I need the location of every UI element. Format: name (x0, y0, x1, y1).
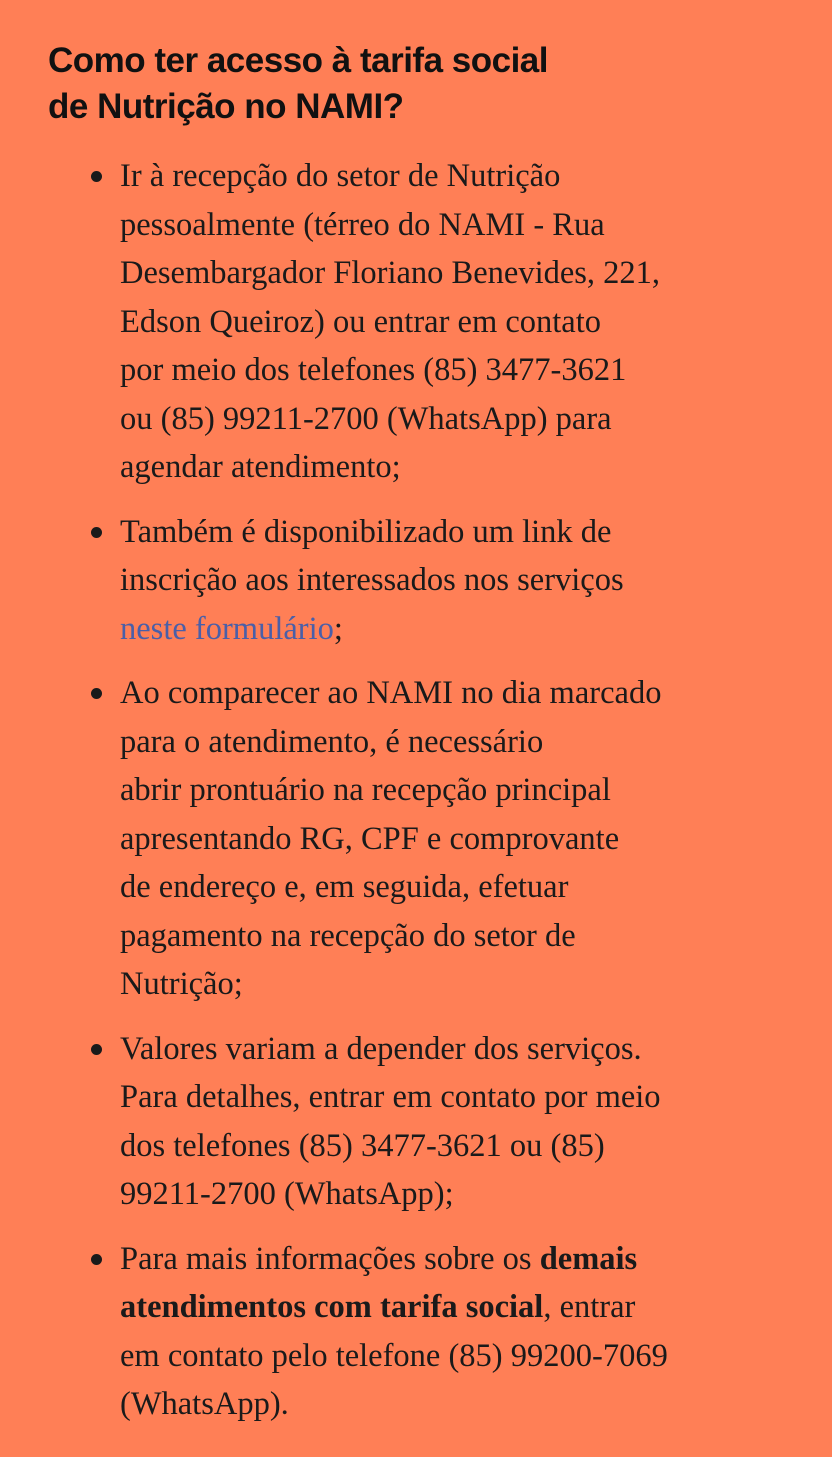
item-text-line: apresentando RG, CPF e comprovante (120, 820, 620, 857)
bold-text-demais: demais (539, 1240, 638, 1277)
item-text-line: Ir à recepção do setor de Nutrição (120, 158, 561, 194)
item-text-line: para o atendimento, é necessário (120, 723, 544, 760)
page-title (48, 38, 792, 130)
link-suffix: ; (333, 610, 343, 647)
instructions-list (48, 152, 792, 1429)
list-item-prices (120, 1025, 792, 1219)
list-item-more-info (120, 1235, 792, 1429)
item-text-line: Nutrição; (120, 966, 243, 1002)
item-text-line (120, 1235, 792, 1284)
form-link[interactable]: neste formulário (120, 610, 334, 647)
list-item-appointment (120, 669, 792, 1009)
item-text-line: agendar atendimento; (120, 449, 401, 485)
item-text-line: dos telefones (85) 3477-3621 ou (85) (120, 1127, 605, 1164)
item-text-line: pagamento na recepção do setor de (120, 917, 576, 954)
item-text-line: Edson Queiroz) ou entrar em contato (120, 303, 602, 340)
item-text-line: Para detalhes, entrar em contato por meio (120, 1079, 661, 1115)
item-text-line: abrir prontuário na recepção principal (120, 772, 611, 808)
item-text-line: inscrição aos interessados nos serviços (120, 562, 624, 598)
more-info-prefix: Para mais informações sobre os (120, 1240, 540, 1277)
item-text-line: Desembargador Floriano Benevides, 221, (120, 255, 661, 291)
title-line-1: Como ter acesso à tarifa social (48, 41, 548, 80)
item-text-line (120, 1283, 792, 1332)
item-text-line: pessoalmente (térreo do NAMI - Rua (120, 206, 605, 243)
item-text-line: (WhatsApp). (120, 1386, 289, 1422)
item-text-line: Também é disponibilizado um link de (120, 513, 612, 550)
title-line-2: de Nutrição no NAMI? (48, 87, 404, 126)
list-item-form-link (120, 508, 792, 654)
item-text-line: por meio dos telefones (85) 3477-3621 (120, 352, 627, 388)
item-text-line: em contato pelo telefone (85) 99200-7069 (120, 1337, 668, 1374)
bold-text-atendimentos: atendimentos com tarifa social (120, 1289, 544, 1325)
item-text-line: ou (85) 99211-2700 (WhatsApp) para (120, 400, 612, 437)
item-text-line: Ao comparecer ao NAMI no dia marcado (120, 675, 662, 711)
more-info-suffix: , entrar (543, 1289, 636, 1325)
item-text-line: de endereço e, em seguida, efetuar (120, 869, 569, 905)
item-text-line: Valores variam a depender dos serviços. (120, 1030, 642, 1067)
item-text-line: 99211-2700 (WhatsApp); (120, 1176, 454, 1212)
list-item-reception (120, 152, 792, 492)
item-text-line (120, 605, 792, 654)
